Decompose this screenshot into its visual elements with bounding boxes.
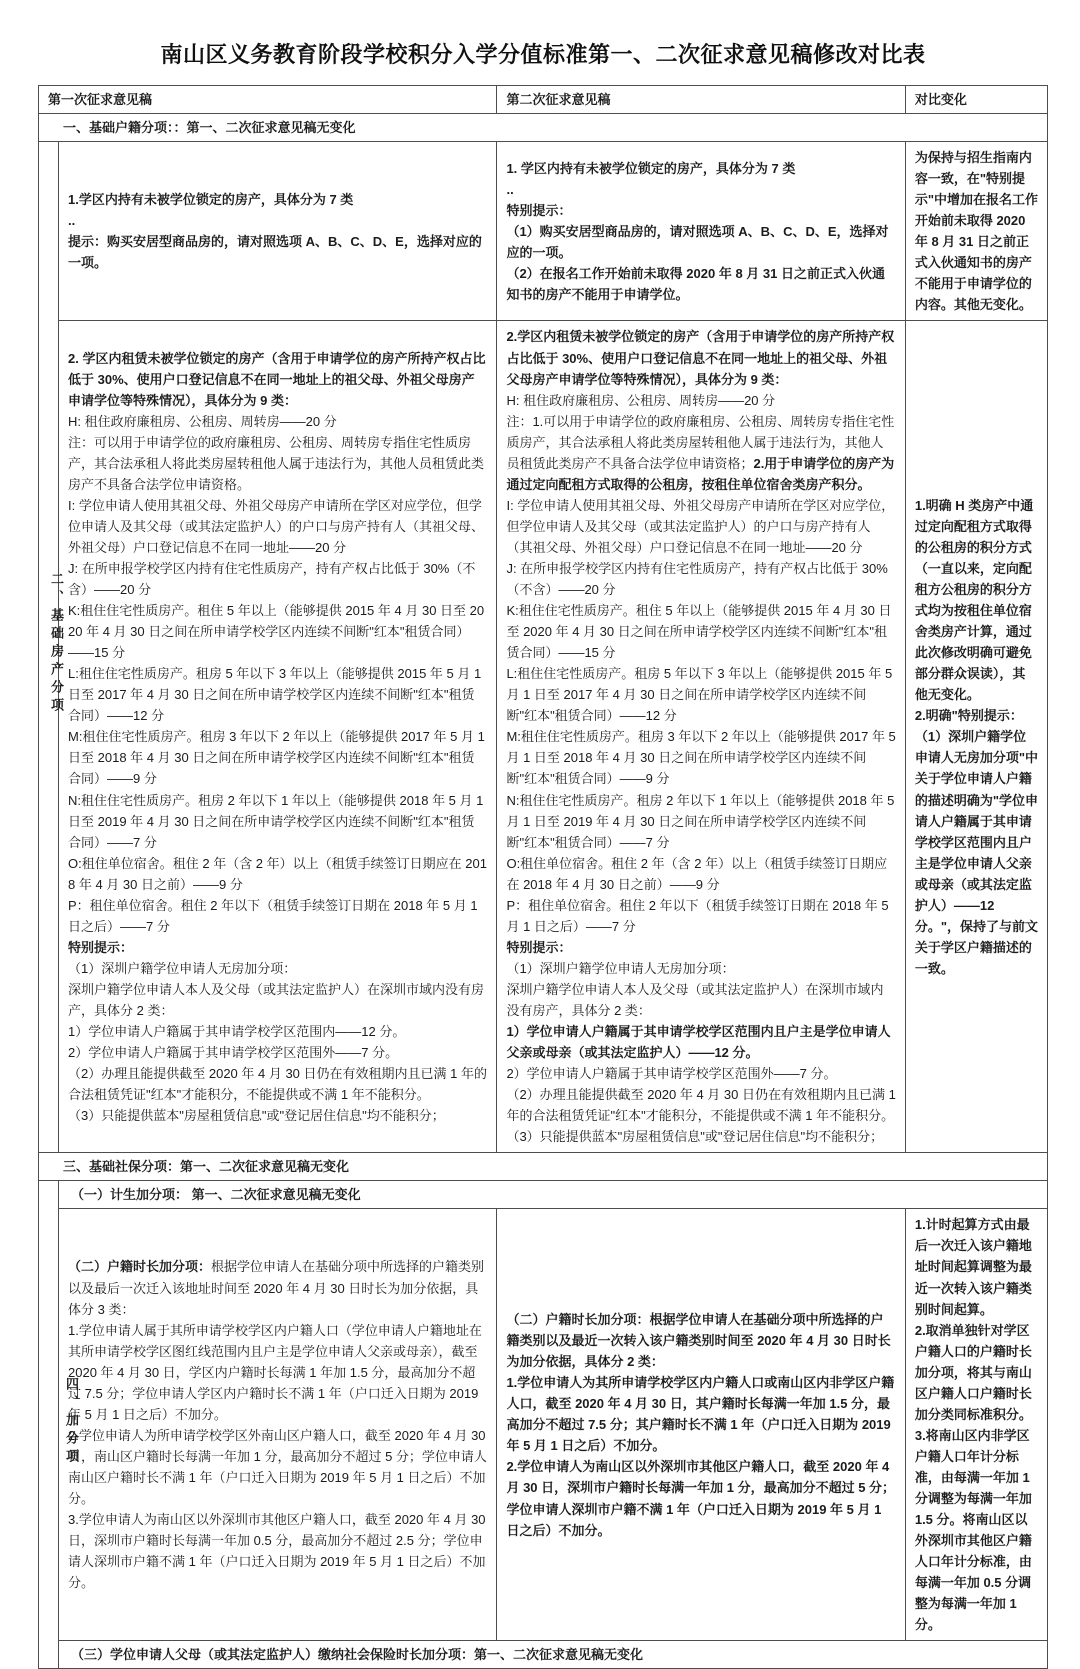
paragraph: 1.学区内持有未被学位锁定的房产，具体分为 7 类 (68, 192, 354, 208)
group-label-bonus-points (39, 1181, 79, 1669)
paragraph: K:租住住宅性质房产。租住 5 年以上（能够提供 2015 年 4 月 30 日至 2020 年 4 月 30 日之间在所申请学校学区内连续不间断"红本"租赁合同）——15 分 (506, 603, 892, 661)
cell-draft1-owned-property (59, 142, 497, 321)
paragraph: 特别提示： (68, 939, 134, 955)
paragraph: 2.学位申请人为南山区以外深圳市其他区户籍人口，截至 2020 年 4 月 30 日，深圳市户籍时长每满一年加 1 分，最高加分不超过 5 分；学位申请人深圳市户籍不满 1 年（户口迁入日期为 2019 年 5 月 1 日之后）不加分。 (506, 1459, 896, 1538)
paragraph: 2.学位申请人为所申请学校学区外南山区户籍人口，截至 2020 年 4 月 30 日，南山区户籍时长每满一年加 1 分，最高加分不超过 5 分；学位申请人南山区户籍时长不满 1 年（户口迁入日期为 2019 年 5 月 1 日之后）不加分。 (68, 1427, 487, 1506)
paragraph: （二）户籍时长加分项：根据学位申请人在基础分项中所选择的户籍类别以及最近一次转入该户籍类别时间至 2020 年 4 月 30 日时长为加分依据，具体分 2 类： (506, 1312, 891, 1370)
paragraph: .. (506, 181, 514, 197)
paragraph: （1）购买安居型商品房的，请对照选项 A、B、C、D、E，选择对应的一项。 (506, 223, 889, 260)
paragraph: 为保持与招生指南内容一致，在"特别提示"中增加在报名工作开始前未取得 2020 年 8 月 31 日之前正式入伙通知书的房产不能用于申请学位的内容。其他无变化。 (914, 150, 1039, 313)
section-row-parents-insurance-duration (39, 1641, 1048, 1669)
paragraph: 2.学区内租赁未被学位锁定的房产（含用于申请学位的房产所持产权占比低于 30%、使用户口登记信息不在同一地址上的祖父母、外祖父母房产申请学位等特殊情况），具体分为 9 类： (506, 329, 895, 387)
paragraph: O:租住单位宿舍。租住 2 年（含 2 年）以上（租赁手续签订日期应在 2018 年 4 月 30 日之前）——9 分 (506, 855, 888, 892)
cell-draft2-rented-property (497, 321, 905, 1153)
section-family-planning-label: （一）计生加分项： 第一、二次征求意见稿无变化 (59, 1181, 1048, 1209)
paragraph: 1）学位申请人户籍属于其申请学校学区范围内——12 分。 (68, 1024, 406, 1040)
group-bonus-points-text: 四、加分项 (64, 1376, 79, 1467)
paragraph: 3.学位申请人为南山区以外深圳市其他区户籍人口，截至 2020 年 4 月 30 日，深圳市户籍时长每满一年加 0.5 分，最高加分不超过 2.5 分；学位申请人深圳市户籍不满 1 年（户口迁入日期为 2019 年 5 月 1 日之后）不加分。 (68, 1512, 486, 1591)
paragraph: （1）深圳户籍学位申请人无房加分项： (506, 960, 735, 976)
group-label-basic-property (39, 142, 64, 1153)
paragraph: （3）只能提供蓝本"房屋租赁信息"或"登记居住信息"均不能积分； (506, 1129, 884, 1145)
paragraph: 2.取消单独针对学区户籍人口的户籍时长加分项，将其与南山区户籍人口户籍时长加分类同标准积分。 (914, 1322, 1032, 1422)
section-row-social-insurance (39, 1153, 1048, 1181)
paragraph: L:租住住宅性质房产。租房 5 年以下 3 年以上（能够提供 2015 年 5 月 1 日至 2017 年 4 月 30 日之间在所申请学校学区内连续不间断"红本"租赁合同）——12 分 (68, 666, 482, 724)
paragraph: （3）只能提供蓝本"房屋租赁信息"或"登记居住信息"均不能积分； (68, 1108, 445, 1124)
header-changes: 对比变化 (905, 86, 1047, 114)
cell-changes-household-duration (905, 1209, 1047, 1641)
paragraph: （2）在报名工作开始前未取得 2020 年 8 月 31 日之前正式入伙通知书的房产不能用于申请学位。 (506, 265, 885, 302)
page-title: 南山区义务教育阶段学校积分入学分值标准第一、二次征求意见稿修改对比表 (160, 42, 926, 67)
cell-draft1-rented-property (59, 321, 497, 1153)
paragraph: （2）办理且能提供截至 2020 年 4 月 30 日仍在有效租期内且已满 1 年的合法租赁凭证"红本"才能积分，不能提供或不满 1 年不能积分。 (506, 1087, 896, 1124)
paragraph: I: 学位申请人使用其祖父母、外祖父母房产申请所在学区对应学位，但学位申请人及其父母（或其法定监护人）的户口与房产持有人（其祖父母、外祖父母）户口登记信息不在同一地址——20 分 (68, 497, 485, 555)
cell-changes-owned-property (905, 142, 1047, 321)
paragraph: 1.明确 H 类房产中通过定向配租方式取得的公租房的积分方式（一直以来，定向配租方公租房的积分方式均为按租住单位宿舍类房产计算，通过此次修改明确可避免部分群众误读），其他无变化。 (914, 497, 1034, 703)
header-first-draft: 第一次征求意见稿 (39, 86, 497, 114)
paragraph: H: 租住政府廉租房、公租房、周转房——20 分 (506, 392, 776, 408)
section-row-family-planning (39, 1181, 1048, 1209)
table-header-row (39, 86, 1048, 114)
paragraph: I: 学位申请人使用其祖父母、外祖父母房产申请所在学区对应学位，但学位申请人及其父母（或其法定监护人）的户口与房产持有人（其祖父母、外祖父母）户口登记信息不在同一地址——20 分 (506, 497, 895, 555)
paragraph: .. (68, 213, 76, 229)
paragraph: 深圳户籍学位申请人本人及父母（或其法定监护人）在深圳市域内没有房产，具体分 2 类： (506, 981, 884, 1018)
paragraph: 1. 学区内持有未被学位锁定的房产，具体分为 7 类 (506, 160, 796, 176)
paragraph: 特别提示： (506, 939, 572, 955)
paragraph: （1）深圳户籍学位申请人无房加分项： (68, 960, 297, 976)
paragraph: M:租住住宅性质房产。租房 3 年以下 2 年以上（能够提供 2017 年 5 月 1 日至 2018 年 4 月 30 日之间在所申请学校学区内连续不间断"红本"租赁合同）——9 分 (68, 729, 485, 787)
paragraph: K:租住住宅性质房产。租住 5 年以上（能够提供 2015 年 4 月 30 日至 2020 年 4 月 30 日之间在所申请学校学区内连续不间断"红本"租赁合同）——15 分 (68, 603, 485, 661)
paragraph: H: 租住政府廉租房、公租房、周转房——20 分 (68, 413, 337, 429)
paragraph: 2）学位申请人户籍属于其申请学校学区范围外——7 分。 (68, 1045, 399, 1061)
group-basic-property-text: 二、基础房产分项 (49, 572, 64, 717)
paragraph: 注：可以用于申请学位的政府廉租房、公租房、周转房专指住宅性质房产，其合法承租人将此类房屋转租他人属于违法行为，其他人员租赁此类房产不具备合法学位申请资格。 (68, 434, 485, 492)
paragraph: N:租住住宅性质房产。租房 2 年以下 1 年以上（能够提供 2018 年 5 月 1 日至 2019 年 4 月 30 日之间在所申请学校学区内连续不间断"红本"租赁合同）——7 分 (506, 792, 895, 850)
paragraph: P：租住单位宿舍。租住 2 年以下（租赁手续签订日期在 2018 年 5 月 1 日之后）——7 分 (506, 897, 889, 934)
paragraph: 3.将南山区内非学区户籍人口年计分标准，由每满一年加 1 分调整为每满一年加 1.5 分。将南山区以外深圳市其他区户籍人口年计分标准，由每满一年加 0.5 分调整为每满一年加 1 分。 (914, 1427, 1032, 1633)
section-basic-household-label: 一、基础户籍分项：：第一、二次征求意见稿无变化 (39, 114, 1048, 142)
cell-draft2-household-duration (497, 1209, 905, 1641)
paragraph: 1.学位申请人属于其所申请学校学区内户籍人口（学位申请人户籍地址在其所申请学校学区图红线范围内且户主是学位申请人父亲或母亲），截至 2020 年 4 月 30 日，学区内户籍时长每满 1 年加 1.5 分，最高加分不超过 7.5 分；学位申请人学区内户籍时长不满 1 年（户口迁入日期为 2019 年 5 月 1 日之后）不加分。 (68, 1322, 482, 1422)
cell-draft1-household-duration (59, 1209, 497, 1641)
paragraph: （2）办理且能提供截至 2020 年 4 月 30 日仍在有效租期内且已满 1 年的合法租赁凭证"红本"才能积分，不能提供或不满 1 年不能积分。 (68, 1066, 487, 1103)
comparison-table (38, 85, 1048, 1669)
paragraph: 特别提示： (506, 202, 572, 218)
row-rented-property (39, 321, 1048, 1153)
paragraph: 2. 学区内租赁未被学位锁定的房产（含用于申请学位的房产所持产权占比低于 30%、使用户口登记信息不在同一地址上的祖父母、外祖父母房产申请学位等特殊情况），具体分为 9 类： (68, 350, 486, 408)
section-row-basic-household (39, 114, 1048, 142)
paragraph: L:租住住宅性质房产。租房 5 年以下 3 年以上（能够提供 2015 年 5 月 1 日至 2017 年 4 月 30 日之间在所申请学校学区内连续不间断"红本"租赁合同）——12 分 (506, 666, 893, 724)
paragraph: 1.计时起算方式由最后一次迁入该户籍地址时间起算调整为最近一次转入该户籍类别时间起算。 (914, 1217, 1032, 1317)
row-owned-property (39, 142, 1048, 321)
paragraph: P：租住单位宿舍。租住 2 年以下（租赁手续签订日期在 2018 年 5 月 1 日之后）——7 分 (68, 897, 478, 934)
cell-changes-rented-property (905, 321, 1047, 1153)
paragraph: J: 在所申报学校学区内持有住宅性质房产，持有产权占比低于 30%（不含）——20 分 (506, 560, 888, 598)
paragraph: 1.学位申请人为其所申请学校学区内户籍人口或南山区内非学区户籍人口，截至 2020 年 4 月 30 日，其户籍时长每满一年加 1.5 分，最高加分不超过 7.5 分；其户籍时长不满 1 年（户口迁入日期为 2019 年 5 月 1 日之后）不加分。 (506, 1375, 895, 1454)
cell-draft2-owned-property (497, 142, 905, 321)
paragraph: 注：1.可以用于申请学位的政府廉租房、公租房、周转房专指住宅性质房产，其合法承租人将此类房屋转租他人属于违法行为，其他人员租赁此类房产不具备合法学位申请资格；2.用于申请学位的房产为通过定向配租方式取得的公租房，按租住单位宿舍类房产积分。 (506, 413, 895, 492)
section-social-insurance-label: 三、基础社保分项：第一、二次征求意见稿无变化 (39, 1153, 1048, 1181)
paragraph: N:租住住宅性质房产。租房 2 年以下 1 年以上（能够提供 2018 年 5 月 1 日至 2019 年 4 月 30 日之间在所申请学校学区内连续不间断"红本"租赁合同）——7 分 (68, 792, 484, 850)
paragraph: 2.明确"特别提示：（1）深圳户籍学位申请人无房加分项"中关于学位申请人户籍的描述明确为"学位申请人户籍属于其申请学校学区范围内且户主是学位申请人父亲或母亲（或其法定监护人）——12 分。"，保持了与前文关于学区户籍描述的一致。 (914, 708, 1039, 976)
paragraph: 2）学位申请人户籍属于其申请学校学区范围外——7 分。 (506, 1066, 837, 1082)
header-second-draft: 第二次征求意见稿 (497, 86, 905, 114)
paragraph: M:租住住宅性质房产。租房 3 年以下 2 年以上（能够提供 2017 年 5 月 1 日至 2018 年 4 月 30 日之间在所申请学校学区内连续不间断"红本"租赁合同）——9 分 (506, 729, 896, 787)
paragraph: （二）户籍时长加分项：根据学位申请人在基础分项中所选择的户籍类别以及最后一次迁入该地址时间至 2020 年 4 月 30 日时长为加分依据，具体分 3 类： (68, 1259, 485, 1317)
section-parents-insurance-label: （三）学位申请人父母（或其法定监护人）缴纳社会保险时长加分项：第一、二次征求意见稿无变化 (59, 1641, 1048, 1669)
paragraph: O:租住单位宿舍。租住 2 年（含 2 年）以上（租赁手续签订日期应在 2018 年 4 月 30 日之前）——9 分 (68, 855, 487, 892)
paragraph: 1）学位申请人户籍属于其申请学校学区范围内且户主是学位申请人父亲或母亲（或其法定监护人）——12 分。 (506, 1024, 891, 1061)
paragraph: 深圳户籍学位申请人本人及父母（或其法定监护人）在深圳市域内没有房产，具体分 2 类： (68, 981, 485, 1018)
paragraph: J: 在所申报学校学区内持有住宅性质房产，持有产权占比低于 30%（不含）——20 分 (68, 560, 476, 598)
row-household-duration (39, 1209, 1048, 1641)
paragraph: 提示：购买安居型商品房的，请对照选项 A、B、C、D、E，选择对应的一项。 (68, 234, 482, 271)
